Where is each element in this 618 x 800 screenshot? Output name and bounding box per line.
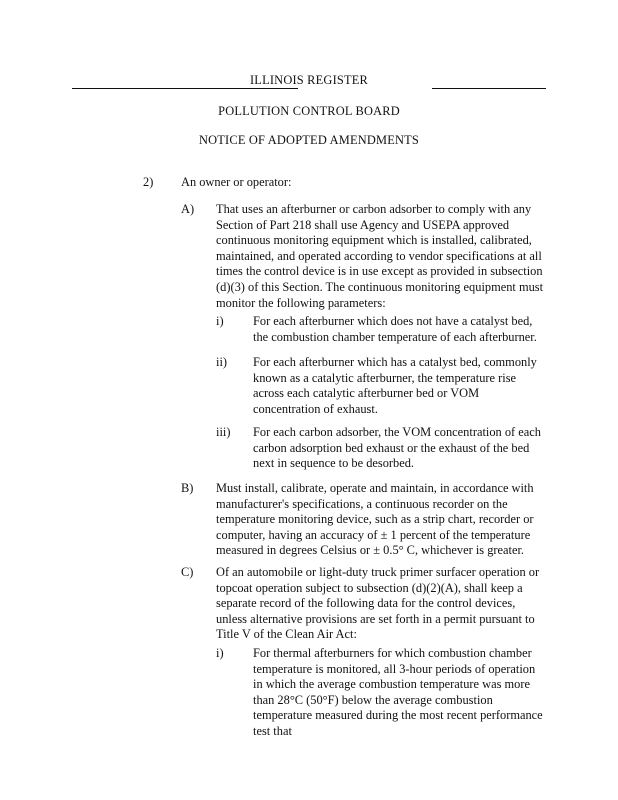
item-2-text: An owner or operator:	[181, 175, 292, 189]
item-B-label: B)	[181, 481, 194, 495]
item-C-text: Of an automobile or light-duty truck primer surfacer operation or topcoat operation subject to subsection (d)(2)(A), shall keep a separate record of the following data for the control devices, unless alternative provisions are set forth in a permit pursuant to Title V of the Clean Air Act:	[216, 565, 540, 642]
register-title: ILLINOIS REGISTER	[249, 73, 368, 87]
item-A-i-text: For each afterburner which does not have a catalyst bed, the combustion chamber temperature of each afterburner.	[253, 314, 537, 344]
board-title: POLLUTION CONTROL BOARD	[218, 104, 400, 118]
item-C-i-label: i)	[216, 646, 224, 660]
item-A-ii-label: ii)	[216, 355, 228, 369]
item-A-i-label: i)	[216, 314, 224, 328]
item-A-label: A)	[181, 202, 195, 216]
item-A-iii-label: iii)	[216, 425, 231, 439]
item-A-iii-text: For each carbon adsorber, the VOM concentration of each carbon adsorption bed exhaust or the exhaust of the bed next in sequence to be desorbed.	[253, 425, 541, 471]
item-C-i-text: For thermal afterburners for which combustion chamber temperature is monitored, all 3-hour periods of operation in which the average combustion temperature was more than 28°C (50°F) below the average combustion temperature measured during the most recent performance test that	[253, 646, 543, 738]
item-B-text: Must install, calibrate, operate and maintain, in accordance with manufacturer's specifications, a continuous recorder on the temperature monitoring device, such as a strip chart, recorder or computer, having an accuracy of ± 1 percent of the temperature measured in degrees Celsius or ± 0.5° C, whichever is greater.	[216, 481, 534, 558]
item-C-label: C)	[181, 565, 194, 579]
item-A-text: That uses an afterburner or carbon adsorber to comply with any Section of Part 218 shall use Agency and USEPA approved continuous monitoring equipment which is installed, calibrated, maintained, and operated according to vendor specifications at all times the control device is in use except as provided in subsection (d)(3) of this Section. The continuous monitoring equipment must monitor the following parameters:	[216, 202, 544, 310]
notice-title: NOTICE OF ADOPTED AMENDMENTS	[198, 133, 420, 147]
item-2-number: 2)	[143, 175, 154, 189]
item-A-ii-text: For each afterburner which has a catalyst bed, commonly known as a catalytic afterburner, the temperature rise across each catalytic afterburner bed or VOM concentration of exhaust.	[253, 355, 537, 416]
